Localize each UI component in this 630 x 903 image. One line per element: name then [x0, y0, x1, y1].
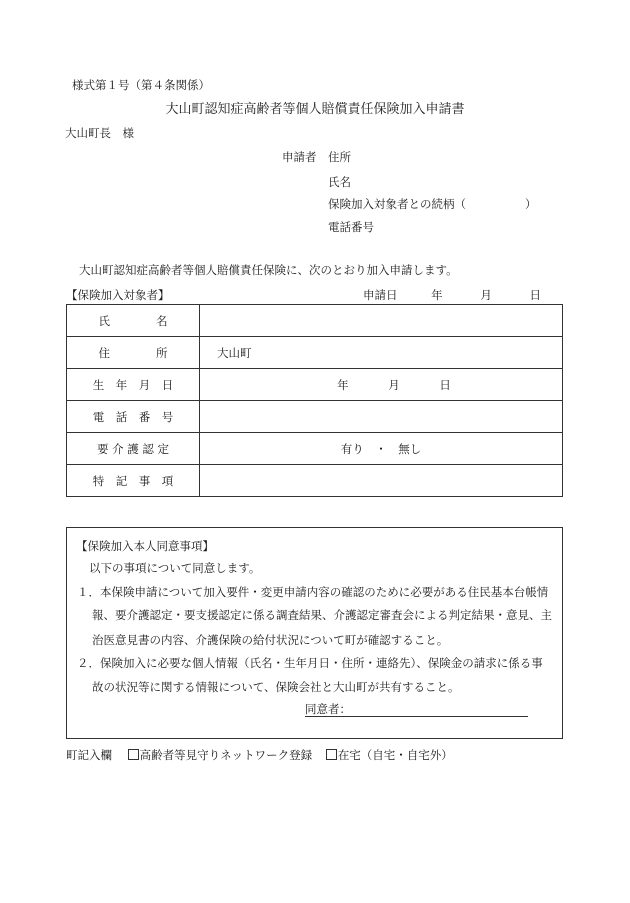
agreer-label: 同意者：	[305, 702, 351, 716]
watch-network-checkbox[interactable]	[128, 749, 313, 762]
notes-field[interactable]	[200, 465, 563, 497]
birthdate-field[interactable]	[200, 369, 563, 401]
at-home-checkbox[interactable]	[326, 749, 453, 762]
agreer-signature-line[interactable]	[305, 716, 528, 717]
office-use-row	[66, 749, 453, 762]
phone-field[interactable]	[200, 401, 563, 433]
date-day: 日	[529, 288, 541, 302]
consent-box	[66, 527, 563, 739]
address-field[interactable]: 大山町	[200, 337, 563, 369]
row-label-birthdate: 生 年 月 日	[67, 369, 200, 401]
applicant-phone-label: 電話番号	[328, 220, 374, 234]
subject-info-table	[66, 304, 563, 497]
office-use-label: 町記入欄	[66, 748, 112, 762]
checkbox-icon	[128, 749, 139, 760]
table-row	[67, 401, 563, 433]
row-label-notes: 特 記 事 項	[67, 465, 200, 497]
consent-intro: 以下の事項について同意します。	[89, 561, 261, 575]
care-certification-field[interactable]: 有り ・ 無し	[200, 433, 563, 465]
applicant-label: 申請者	[282, 150, 317, 164]
form-number: 様式第１号（第４条関係）	[72, 78, 210, 92]
row-label-address: 住 所	[67, 337, 200, 369]
date-label: 申請日	[363, 288, 398, 302]
applicant-name-label: 氏名	[328, 175, 351, 189]
lead-sentence: 大山町認知症高齢者等個人賠償責任保険に、次のとおり加入申請します。	[79, 263, 458, 277]
table-row	[67, 337, 563, 369]
birth-month: 月	[388, 377, 400, 392]
consent-item-2-line-2: 故の状況等に関する情報について、保険会社と大山町が共有すること。	[92, 680, 460, 694]
relationship-close-paren: ）	[525, 197, 537, 211]
checkbox-icon	[326, 749, 337, 760]
document-title: 大山町認知症高齢者等個人賠償責任保険加入申請書	[165, 102, 465, 117]
name-field[interactable]	[200, 305, 563, 337]
birth-day: 日	[439, 377, 451, 392]
consent-item-1-line-1: １．本保険申請について加入要件・変更申請内容の確認のために必要がある住民基本台帳情	[77, 585, 549, 599]
row-label-phone: 電 話 番 号	[67, 401, 200, 433]
table-row	[67, 305, 563, 337]
table-row	[67, 369, 563, 401]
subject-section-title: 【保険加入対象者】	[66, 288, 170, 302]
row-label-care-certification: 要 介 護 認 定	[67, 433, 200, 465]
addressee: 大山町長 様	[65, 126, 134, 140]
consent-item-1-line-2: 報、要介護認定・要支援認定に係る調査結果、介護認定審査会による判定結果・意見、主	[92, 608, 552, 622]
date-year: 年	[431, 288, 443, 302]
application-date	[363, 290, 541, 302]
date-month: 月	[480, 288, 492, 302]
watch-network-label: 高齢者等見守りネットワーク登録	[139, 748, 313, 762]
consent-title: 【保険加入本人同意事項】	[76, 539, 214, 553]
consent-item-1-line-3: 治医意見書の内容、介護保険の給付状況について町が確認すること。	[92, 633, 449, 647]
row-label-name: 氏 名	[67, 305, 200, 337]
applicant-relationship-label: 保険加入対象者との続柄（	[328, 197, 466, 211]
at-home-label: 在宅（自宅・自宅外）	[337, 748, 453, 762]
table-row	[67, 433, 563, 465]
table-row	[67, 465, 563, 497]
consent-item-2-line-1: ２．保険加入に必要な個人情報（氏名・生年月日・住所・連絡先）、保険金の請求に係る事	[77, 656, 543, 670]
birth-year: 年	[337, 377, 349, 392]
applicant-address-label: 住所	[328, 150, 351, 164]
